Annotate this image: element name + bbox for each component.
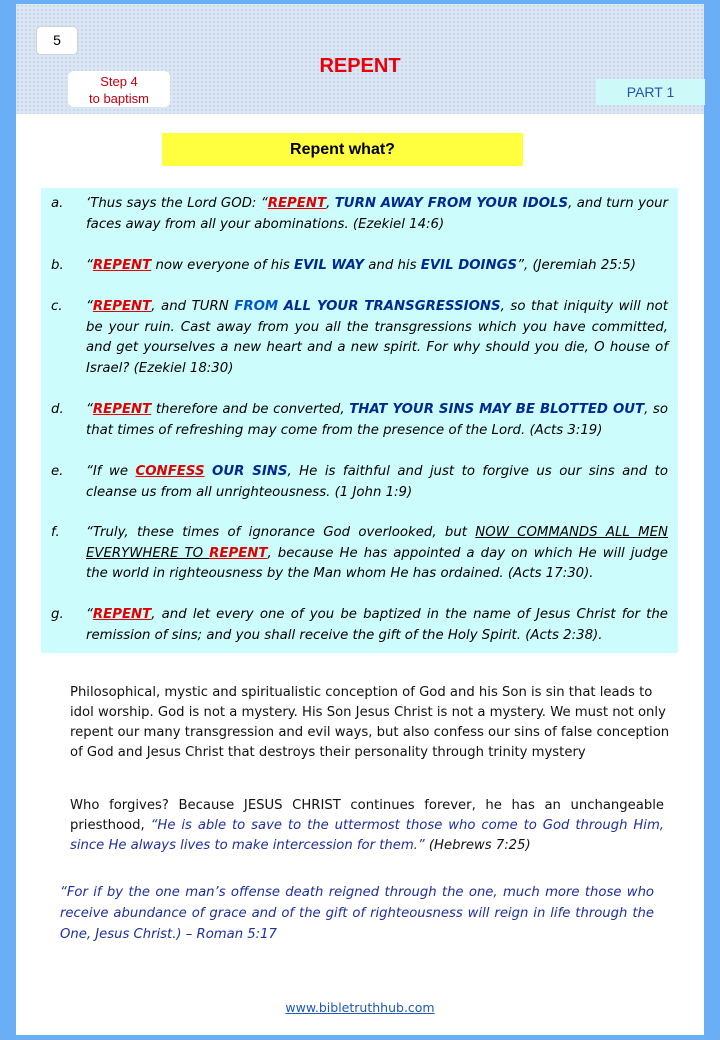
commentary-paragraph: Philosophical, mystic and spiritualistic conception of God and his Son is sin that leads to idol worship. God is not a mystery. His Son Jesus Christ is not a mystery. We must not only repent our many transgression and evil ways, but also confess our sins of false conception of God and Jesus Christ that destroys their personality through trinity mystery [70, 685, 670, 760]
emphasis-red: REPENT [267, 196, 327, 211]
emphasis-red: REPENT [92, 607, 152, 622]
text-run: therefore and be converted, [151, 402, 350, 417]
scripture-quote: “He is able to save to the uttermost those who come to God through Him, since He always lives to make intercession for them.” [70, 818, 664, 853]
text-run: , so that iniquity will not be your ruin. Cast away from you all the transgressions which you have committed, and get yourselves a new heart and a new spirit. For why should you die, O house of Israel? (Ezekiel 18:30) [86, 299, 668, 376]
text-run: “If we [86, 464, 136, 479]
emphasis-red: REPENT [92, 258, 152, 273]
scripture-list [41, 188, 678, 653]
part-badge: PART 1 [596, 79, 705, 105]
scripture-reference: (Hebrews 7:25) [424, 838, 531, 853]
text-run: now everyone of his [151, 258, 294, 273]
item-text [86, 256, 668, 277]
text-run: , because He has appointed a day on which He will judge the world in righteousness by the Man whom He has ordained. (Acts 17:30). [86, 545, 668, 582]
section-heading: Repent what? [162, 133, 523, 166]
emphasis-navy: TURN AWAY FROM YOUR IDOLS [334, 196, 569, 211]
item-letter: d. [51, 402, 64, 417]
text-run: “ [86, 607, 93, 622]
step-sublabel: to baptism [89, 91, 149, 106]
text-run: , [326, 196, 335, 211]
emphasis-ul: NOW COMMANDS ALL MEN EVERYWHERE TO [86, 525, 668, 561]
text-run: , and let every one of you be baptized in the name of Jesus Christ for the remission of sins; and you shall receive the gift of the Holy Spirit. (Acts 2:38). [86, 607, 668, 643]
closing-quote: “For if by the one man’s offense death reigned through the one, much more those who receive abundance of grace and of the gift of righteousness will reign in life through the One, Jesus Christ.) – Roman 5:17 [60, 885, 654, 942]
emphasis-red: REPENT [92, 299, 152, 314]
text-run: , and turn your faces away from all your abominations. (Ezekiel 14:6) [86, 196, 668, 232]
step-label: Step 4 [100, 74, 138, 89]
emphasis-navy: EVIL DOINGS [420, 258, 518, 273]
item-letter: f. [51, 525, 60, 540]
emphasis-navy: EVIL WAY [294, 258, 365, 273]
page-title: REPENT [319, 55, 401, 77]
emphasis-red: REPENT [209, 545, 268, 561]
text-run: ‘Thus says the Lord GOD: “ [86, 196, 268, 211]
item-text [86, 523, 668, 585]
item-text [86, 297, 668, 379]
text-run: ”, (Jeremiah 25:5) [517, 258, 636, 273]
text-run: , He is faithful and just to forgive us our sins and to cleanse us from all unrighteousness. (1 John 1:9) [86, 464, 668, 500]
item-text [86, 400, 668, 441]
page-number-badge: 5 [36, 26, 78, 55]
website-link[interactable]: www.bibletruthhub.com [285, 1000, 435, 1015]
item-letter: e. [51, 464, 64, 479]
item-letter: a. [51, 196, 64, 211]
forgiveness-paragraph [70, 796, 664, 856]
emphasis-red: REPENT [92, 402, 152, 417]
item-text [86, 462, 668, 503]
text-run: and his [364, 258, 421, 273]
text-run: , so that times of refreshing may come from the presence of the Lord. (Acts 3:19) [86, 402, 668, 438]
text-run: “ [86, 258, 93, 273]
text-run [205, 464, 212, 479]
item-letter: b. [51, 258, 64, 273]
emphasis-red: CONFESS [135, 464, 205, 479]
text-run: “ [86, 299, 93, 314]
item-letter: g. [51, 607, 64, 622]
text-run: “Truly, these times of ignorance God overlooked, but [86, 525, 476, 540]
text-run: “ [86, 402, 93, 417]
text-run: , and TURN [151, 299, 235, 314]
emphasis-navy: ALL YOUR TRANSGRESSIONS [283, 299, 501, 314]
item-letter: c. [51, 299, 63, 314]
emphasis-navyb: FROM [234, 299, 279, 314]
emphasis-navy: OUR SINS [212, 464, 288, 479]
item-text [86, 605, 668, 646]
item-text [86, 194, 668, 235]
emphasis-navy: THAT YOUR SINS MAY BE BLOTTED OUT [349, 402, 645, 417]
paragraph-lead: Who forgives? Because JESUS CHRIST continues forever, he has an unchangeable priesthood, [70, 798, 664, 833]
